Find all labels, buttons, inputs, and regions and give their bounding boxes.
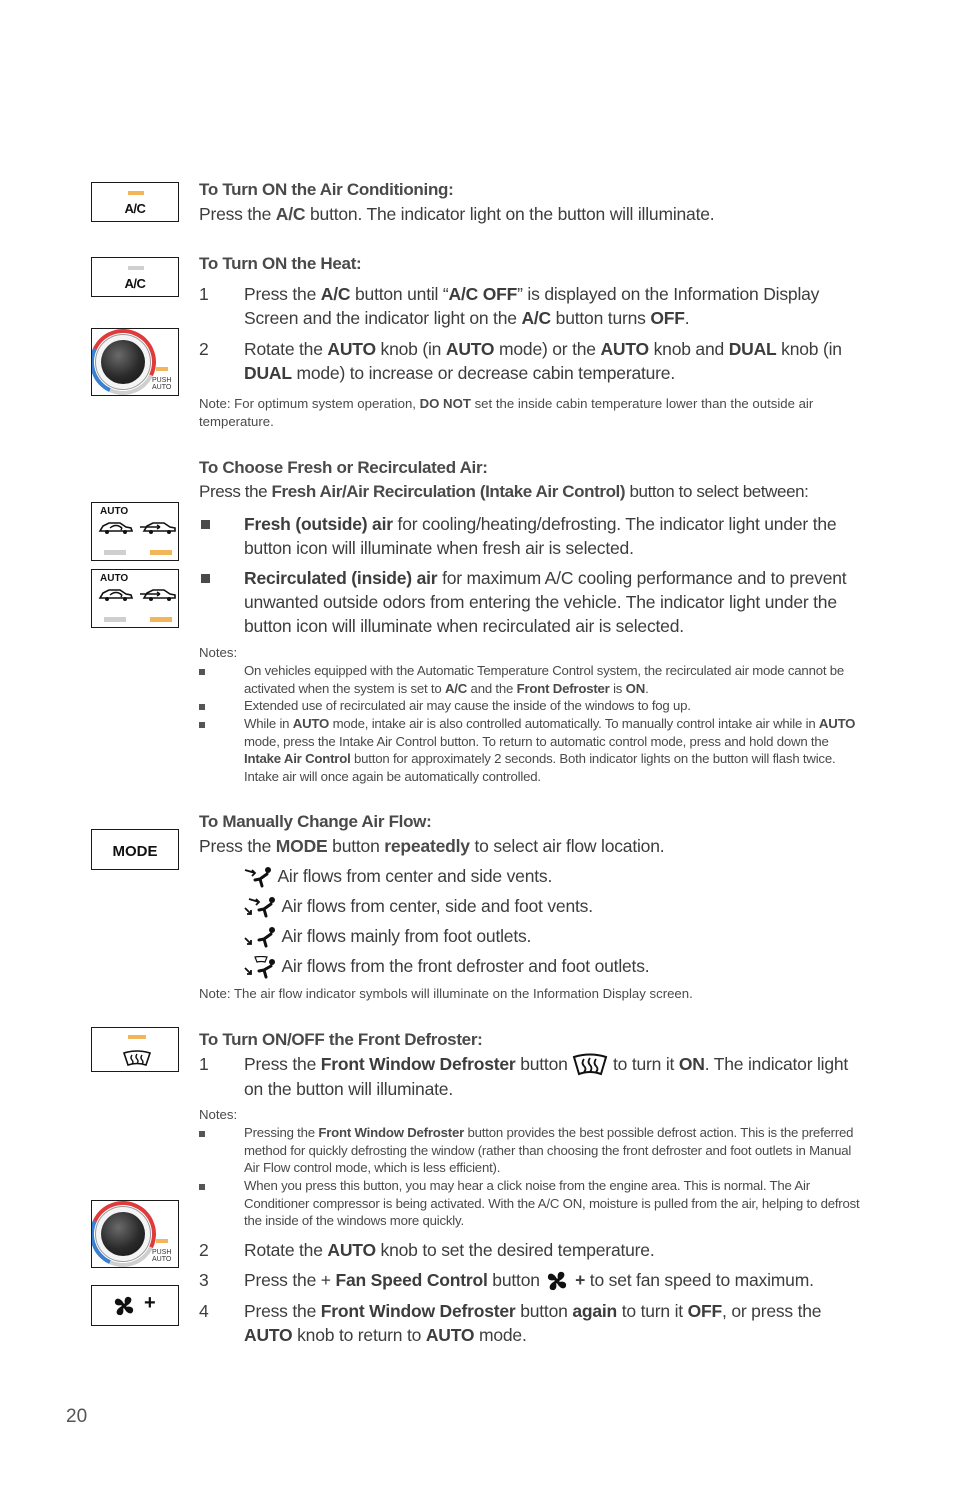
bullet-item <box>199 512 867 562</box>
airflow-mode-text: Air flows mainly from foot outlets. <box>281 926 532 946</box>
fresh-indicator-on <box>150 617 172 622</box>
bullet-marker <box>199 669 205 675</box>
step-item <box>199 1052 867 1102</box>
vent-face-foot-icon <box>243 896 277 920</box>
bullet-marker <box>199 1184 205 1190</box>
step-number: 2 <box>199 339 209 359</box>
airflow-mode-item <box>243 924 863 950</box>
intake-auto-label: AUTO <box>100 506 129 517</box>
knob-indicator-light <box>156 1239 168 1243</box>
bullet-marker <box>199 1131 205 1137</box>
defroster-indicator-on <box>128 1035 146 1039</box>
recirculated-indicator-off <box>104 617 126 622</box>
step-text: Press the + Fan Speed Control button + to set fan speed to maximum. <box>244 1268 867 1293</box>
note-item: When you press this button, you may hear a click noise from the engine area. This is normal. The Air Conditioner compressor is being activated. With the A/C ON, moisture is pulled from the air, helping to defrost the inside of the windows more quickly. <box>199 1177 867 1231</box>
step-item <box>199 1299 867 1349</box>
intake-air-control-fresh-image <box>91 502 179 561</box>
step-text: Press the A/C button until “A/C OFF” is displayed on the Information Display Screen and the indicator light on the A/C button turns OFF. <box>244 284 820 328</box>
note-item: While in AUTO mode, intake air is also controlled automatically. To manually control intake air while in AUTO mode, press the Intake Air Control button. To return to automatic control mode, press and hold down the Intake Air Control button for approximately 2 seconds. Both indicator lights on the button will flash twice. Intake air will once again be automatically controlled. <box>199 715 867 787</box>
vent-foot-icon <box>243 926 277 950</box>
fresh-air-car-icon <box>140 586 176 602</box>
step-text: Press the Front Window Defroster button to turn it ON. The indicator light on the button will illuminate. <box>244 1054 849 1100</box>
note-item: Extended use of recirculated air may cause the inside of the windows to fog up. <box>199 697 867 715</box>
note: Note: For optimum system operation, DO NOT set the inside cabin temperature lower than the outside air temperature. <box>199 396 814 429</box>
section-air-source <box>199 456 867 504</box>
fan-icon <box>112 1294 136 1318</box>
note-item: Pressing the Front Window Defroster button provides the best possible defrost action. This is the preferred method for quickly defrosting the window (rather than choosing the front defroster and foot outlets in Manual Air Flow control mode, which is less efficient). <box>199 1124 867 1178</box>
auto-knob-icon <box>91 328 179 396</box>
knob-indicator-light <box>156 367 168 371</box>
bullet-marker <box>199 704 205 710</box>
step-item <box>199 1238 867 1264</box>
airflow-mode-text: Air flows from center and side vents. <box>277 866 553 886</box>
bullet-marker <box>201 520 210 529</box>
ac-button-on-image <box>91 182 179 222</box>
section-intro: Press the MODE button repeatedly to select air flow location. <box>199 836 665 856</box>
bullet-marker <box>199 722 205 728</box>
recirculated-air-car-icon <box>98 586 134 602</box>
indicator-light-off <box>128 266 144 270</box>
recirculated-air-car-icon <box>98 519 134 535</box>
airflow-mode-item <box>243 864 863 890</box>
vent-defrost-foot-icon <box>243 956 277 980</box>
bullet-item <box>199 566 867 640</box>
airflow-mode-text: Air flows from the front defroster and foot outlets. <box>281 956 650 976</box>
step-item <box>199 282 867 330</box>
fresh-air-car-icon <box>140 519 176 535</box>
recirculated-indicator-off <box>104 550 126 555</box>
ac-button-label: A/C <box>124 201 146 216</box>
step-number: 1 <box>199 1054 209 1074</box>
step-number: 3 <box>199 1270 209 1290</box>
section-ac-on <box>199 178 867 226</box>
note-item: On vehicles equipped with the Automatic Temperature Control system, the recirculated air mode cannot be activated when the system is set to A/C and the Front Defroster is ON. <box>199 662 867 698</box>
section-heading: To Turn ON the Air Conditioning: <box>199 180 454 199</box>
airflow-mode-item <box>243 894 863 920</box>
auto-knob-icon <box>91 1200 179 1268</box>
bullet-text: Fresh (outside) air for cooling/heating/defrosting. The indicator light under the button icon will illuminate when fresh air is selected. <box>244 514 837 558</box>
knob-push-label: PUSH AUTO <box>152 1249 172 1263</box>
airflow-mode-text: Air flows from center, side and foot vents. <box>281 896 593 916</box>
fan-icon <box>544 1269 570 1293</box>
bullet-text: Recirculated (inside) air for maximum A/C cooling performance and to prevent unwanted outside odors from entering the vehicle. The indicator light under the button icon will illuminate when recirculated air is selected. <box>244 568 847 636</box>
section-body: Press the A/C button. The indicator light on the button will illuminate. <box>199 204 715 224</box>
airflow-mode-item <box>243 954 863 980</box>
section-heat-on <box>199 252 867 276</box>
section-heading: To Turn ON/OFF the Front Defroster: <box>199 1030 483 1049</box>
step-number: 4 <box>199 1301 209 1321</box>
note: Note: The air flow indicator symbols will illuminate on the Information Display screen. <box>199 986 693 1001</box>
section-intro: Press the Fresh Air/Air Recirculation (Intake Air Control) button to select between: <box>199 482 809 501</box>
step-item <box>199 337 867 385</box>
section-heading: To Manually Change Air Flow: <box>199 812 432 831</box>
section-defroster <box>199 1028 867 1052</box>
notes-label: Notes: <box>199 1107 238 1122</box>
ac-button-label: A/C <box>124 276 146 291</box>
ac-button-off-image <box>91 257 179 297</box>
step-text: Rotate the AUTO knob to set the desired temperature. <box>244 1240 655 1260</box>
intake-auto-label: AUTO <box>100 573 129 584</box>
step-number: 2 <box>199 1240 209 1260</box>
step-number: 1 <box>199 284 209 304</box>
page-number: 20 <box>66 1406 88 1427</box>
step-item <box>199 1268 867 1296</box>
front-defroster-icon <box>572 1053 608 1077</box>
bullet-marker <box>201 574 210 583</box>
intake-air-control-recirc-image <box>91 569 179 628</box>
notes-label: Notes: <box>199 645 238 660</box>
indicator-light-on <box>128 191 144 195</box>
section-heading: To Choose Fresh or Recirculated Air: <box>199 458 488 477</box>
knob-push-label: PUSH AUTO <box>152 377 172 391</box>
fan-speed-plus-button-image <box>91 1285 179 1326</box>
fan-plus-label: + <box>144 1292 156 1314</box>
step-text: Press the Front Window Defroster button again to turn it OFF, or press the AUTO knob to return to AUTO mode. <box>244 1301 822 1345</box>
front-defroster-icon <box>122 1050 152 1068</box>
step-text: Rotate the AUTO knob (in AUTO mode) or the AUTO knob and DUAL knob (in DUAL mode) to increase or decrease cabin temperature. <box>244 339 842 383</box>
front-defroster-button-image <box>91 1027 179 1072</box>
section-heading: To Turn ON the Heat: <box>199 254 362 273</box>
mode-button-label: MODE <box>112 843 158 860</box>
section-air-flow <box>199 810 867 858</box>
fresh-indicator-on <box>150 550 172 555</box>
mode-button-icon <box>91 829 179 870</box>
vent-face-icon <box>243 866 273 890</box>
